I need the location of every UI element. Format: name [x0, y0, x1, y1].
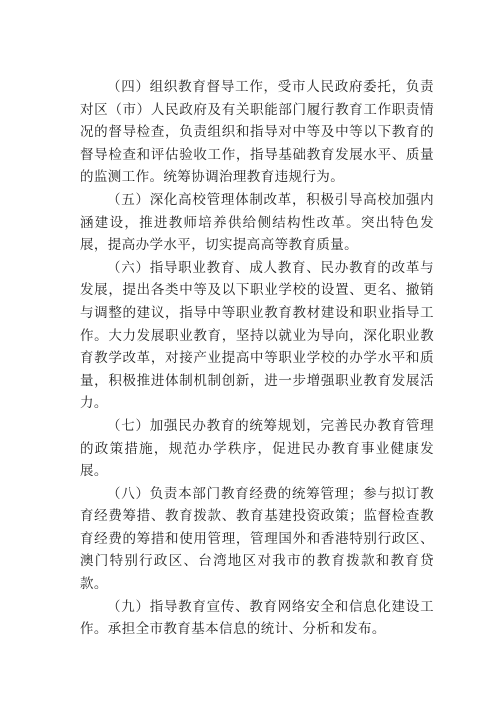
paragraph-item-7: （七）加强民办教育的统筹规划，完善民办教育管理的政策措施，规范办学秩序，促进民办教育事业健康发展。 [80, 417, 434, 480]
document-body [80, 76, 434, 641]
paragraph-item-5: （五）深化高校管理体制改革，积极引导高校加强内涵建设，推进教师培养供给侧结构性改革。突出特色发展，提高办学水平，切实提高高等教育质量。 [80, 191, 434, 254]
paragraph-item-8: （八）负责本部门教育经费的统筹管理；参与拟订教育经费筹措、教育拨款、教育基建投资政策；监督检查教育经费的筹措和使用管理，管理国外和香港特别行政区、澳门特别行政区、台湾地区对我市的教育拨款和教育贷款。 [80, 485, 434, 593]
paragraph-item-6: （六）指导职业教育、成人教育、民办教育的改革与发展，提出各类中等及以下职业学校的设置、更名、撤销与调整的建议，指导中等职业教育教材建设和职业指导工作。大力发展职业教育，坚持以就业为导向，深化职业教育教学改革，对接产业提高中等职业学校的办学水平和质量，积极推进体制机制创新，进一步增强职业教育发展活力。 [80, 259, 434, 412]
paragraph-item-4: （四）组织教育督导工作，受市人民政府委托，负责对区（市）人民政府及有关职能部门履行教育工作职责情况的督导检查，负责组织和指导对中等及中等以下教育的督导检查和评估验收工作，指导基础教育发展水平、质量的监测工作。统筹协调治理教育违规行为。 [80, 79, 434, 186]
paragraph-item-9: （九）指导教育宣传、教育网络安全和信息化建设工作。承担全市教育基本信息的统计、分析和发布。 [80, 598, 434, 638]
